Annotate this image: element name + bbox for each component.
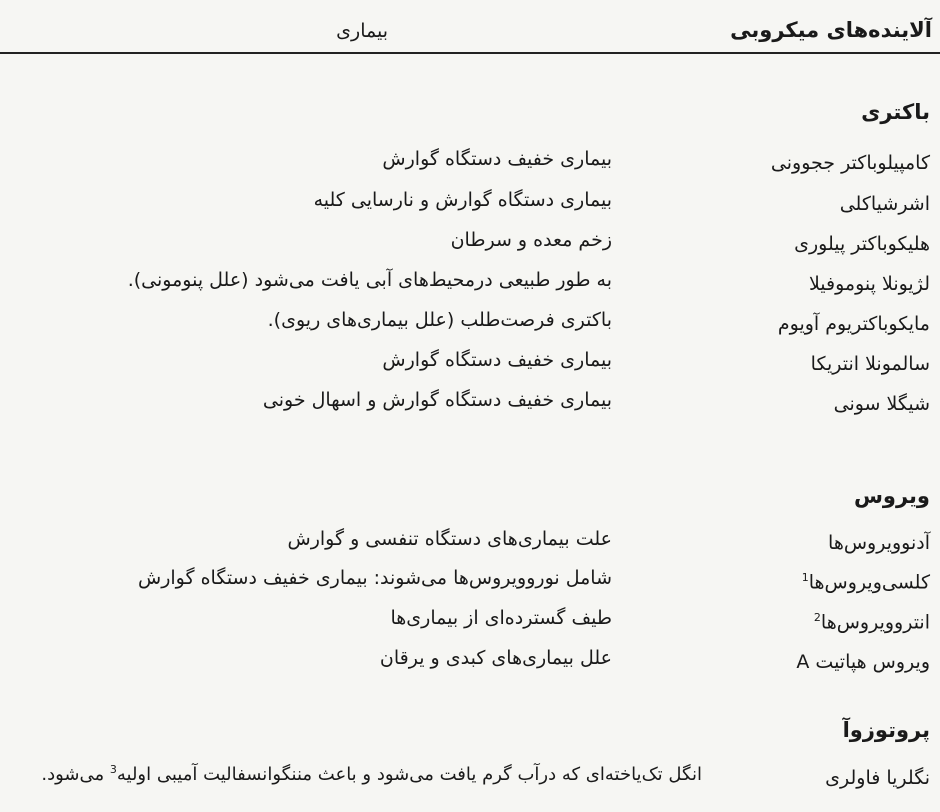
header-rule <box>0 52 940 54</box>
agent-cell: سالمونلا انتریکا <box>810 353 930 375</box>
disease-cell: به طور طبیعی درمحیط‌های آبی یافت می‌شود (علل پنومونی). <box>127 269 612 291</box>
disease-cell: علت بیماری‌های دستگاه تنفسی و گوارش <box>287 528 612 550</box>
disease-cell: باکتری فرصت‌طلب (علل بیماری‌های ریوی). <box>267 309 612 331</box>
agent-text: کلسی‌ویروس‌ها <box>808 571 930 594</box>
header-disease-column: بیماری <box>336 20 388 42</box>
agent-text: ویروس هپاتیت A <box>796 651 930 673</box>
disease-cell: شامل نوروویروس‌ها می‌شوند: بیماری خفیف دستگاه گوارش <box>138 567 612 589</box>
footnote-marker: 3 <box>109 763 117 776</box>
disease-cell: بیماری خفیف دستگاه گوارش <box>382 148 612 170</box>
table-row <box>0 229 940 263</box>
header-agent-column: آلاینده‌های میکروبی <box>730 18 932 42</box>
table-row <box>0 269 940 303</box>
disease-cell <box>41 763 702 785</box>
agent-cell: اشرشیاکلی <box>839 193 930 215</box>
disease-text-tail: می‌شود. <box>41 764 110 785</box>
section-title-protozoa: پروتوزوآ <box>842 718 930 742</box>
disease-text: انگل تک‌یاخته‌ای که درآب گرم یافت می‌شود و باعث مننگوانسفالیت آمیبی اولیه <box>116 764 702 785</box>
agent-text: آدنوویروس‌ها <box>828 532 930 554</box>
agent-cell: هلیکوباکتر پیلوری <box>794 233 930 255</box>
agent-cell <box>828 532 930 554</box>
table-row <box>0 189 940 223</box>
disease-cell: بیماری دستگاه گوارش و نارسایی کلیه <box>313 189 612 211</box>
table-row <box>0 763 940 797</box>
agent-cell: مایکوباکتریوم آویوم <box>777 313 930 335</box>
section-title-bacteria: باکتری <box>861 100 930 124</box>
table-row <box>0 607 940 641</box>
table-header <box>0 0 940 48</box>
section-title-virus: ویروس <box>853 484 930 508</box>
agent-cell <box>802 571 930 593</box>
agent-cell: شیگلا سونی <box>833 393 930 415</box>
disease-cell: زخم معده و سرطان <box>450 229 612 251</box>
disease-cell: بیماری خفیف دستگاه گوارش <box>382 349 612 371</box>
agent-cell <box>814 611 930 633</box>
agent-cell: کامپیلوباکتر ججوونی <box>770 152 930 174</box>
footnote-marker: 2 <box>813 611 821 624</box>
footnote-marker: 1 <box>801 571 809 584</box>
table-row <box>0 309 940 343</box>
disease-cell: علل بیماری‌های کبدی و یرقان <box>379 647 612 669</box>
table-row <box>0 567 940 601</box>
table-row <box>0 528 940 562</box>
agent-cell: لژیونلا پنوموفیلا <box>808 273 930 295</box>
agent-cell: نگلریا فاولری <box>825 767 930 789</box>
agent-cell <box>796 651 930 673</box>
table-row <box>0 647 940 681</box>
agent-text: انتروویروس‌ها <box>820 611 930 634</box>
disease-cell: طیف گسترده‌ای از بیماری‌ها <box>390 607 612 629</box>
table-row <box>0 389 940 423</box>
table-row <box>0 349 940 383</box>
disease-cell: بیماری خفیف دستگاه گوارش و اسهال خونی <box>262 389 612 411</box>
table-row <box>0 148 940 182</box>
